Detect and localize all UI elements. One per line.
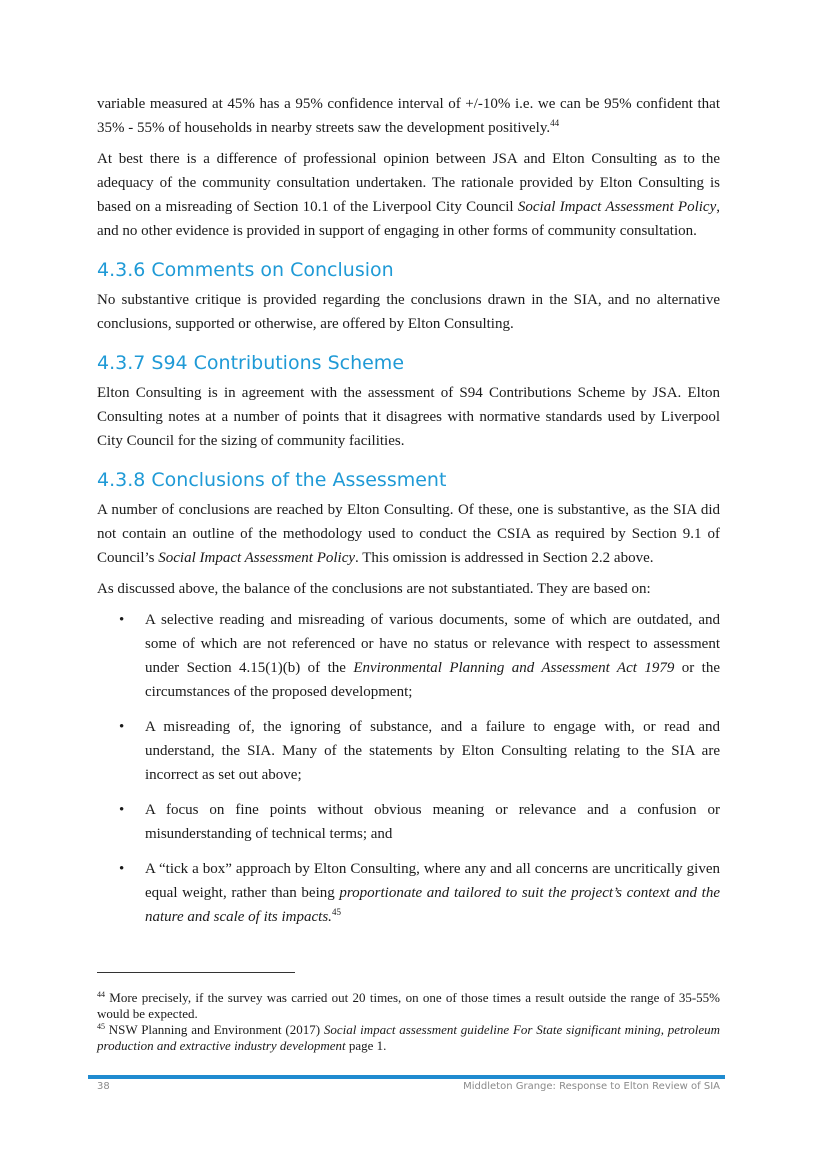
paragraph-text: variable measured at 45% has a 95% confidence interval of +/-10% i.e. we can be 95% confident that 35% - 55% of households in nearby streets saw the development positively.	[97, 96, 720, 136]
policy-title: Social Impact Assessment Policy	[517, 199, 717, 215]
paragraph-confidence-interval	[97, 92, 720, 140]
list-item-text: A selective reading and misreading of various documents, some of which are outdated, and some of which are not referenced or have no status or relevance with respect to assessment under Section 4.15(1)(b) of the	[145, 612, 720, 676]
policy-title: Social Impact Assessment Policy	[158, 550, 356, 566]
footer-title: Middleton Grange: Response to Elton Review of SIA	[463, 1081, 720, 1092]
page-number: 38	[97, 1081, 110, 1092]
paragraph-comments-on-conclusion: No substantive critique is provided regarding the conclusions drawn in the SIA, and no alternative conclusions, supported or otherwise, are offered by Elton Consulting.	[97, 292, 720, 332]
footnote-number: 45	[97, 1022, 105, 1031]
list-item	[97, 715, 720, 787]
bullet-icon: •	[119, 861, 125, 877]
quoted-guideline-text: proportionate and tailored to suit the project’s context and the nature and scale of its impacts.	[145, 885, 720, 925]
footnote-separator	[97, 972, 295, 973]
bullet-icon: •	[119, 719, 125, 735]
paragraph-consultation-opinion	[97, 147, 720, 243]
guideline-title: Social impact assessment guideline For State significant mining, petroleum production and extractive industry development	[97, 1022, 721, 1053]
heading-4-3-8: 4.3.8 Conclusions of the Assessment	[97, 469, 447, 491]
conclusions-bullet-list	[97, 608, 720, 929]
footnote-text: page 1.	[345, 1038, 387, 1053]
footnote-ref-44[interactable]: 44	[550, 118, 560, 128]
heading-4-3-7: 4.3.7 S94 Contributions Scheme	[97, 352, 405, 374]
paragraph-text: At best there is a difference of professional opinion between JSA and Elton Consulting as to the adequacy of the community consultation undertaken. The rationale provided by Elton Consulting is based on a misreading of Section 10.1 of the Liverpool City Council	[97, 151, 720, 215]
heading-4-3-6: 4.3.6 Comments on Conclusion	[97, 259, 394, 281]
list-item-text: A misreading of, the ignoring of substance, and a failure to engage with, or read and understand, the SIA. Many of the statements by Elton Consulting relating to the SIA are incorrect as set out above;	[145, 719, 720, 783]
footer-rule	[88, 1075, 725, 1079]
footnote-ref-45[interactable]: 45	[331, 907, 341, 917]
footnote-text: More precisely, if the survey was carried out 20 times, on one of those times a result outside the range of 35-55% would be expected.	[97, 990, 720, 1021]
page-body	[97, 92, 720, 940]
paragraph-s94-contributions: Elton Consulting is in agreement with the assessment of S94 Contributions Scheme by JSA. Elton Consulting notes at a number of points that it disagrees with normative standards used by Liverpool City Council for the sizing of community facilities.	[97, 385, 720, 449]
footnotes	[97, 990, 720, 1054]
list-item-text: A focus on fine points without obvious meaning or relevance and a confusion or misunderstanding of technical terms; and	[145, 802, 720, 842]
footnote-number: 44	[97, 990, 105, 999]
list-item	[97, 608, 720, 704]
bullet-icon: •	[119, 802, 125, 818]
paragraph-balance-of-conclusions: As discussed above, the balance of the conclusions are not substantiated. They are based on:	[97, 581, 651, 597]
footnote-text: NSW Planning and Environment (2017)	[105, 1022, 324, 1037]
list-item	[97, 857, 720, 929]
act-title: Environmental Planning and Assessment Act 1979	[353, 660, 675, 676]
footnote-44	[97, 990, 720, 1022]
paragraph-text: A number of conclusions are reached by Elton Consulting. Of these, one is substantive, as the SIA did not contain an outline of the methodology used to conduct the CSIA as required by Section 9.1 of Council’s	[97, 502, 720, 566]
paragraph-conclusions-reached	[97, 498, 720, 570]
list-item	[97, 798, 720, 846]
list-item-text: A “tick a box” approach by Elton Consulting, where any and all concerns are uncritically given equal weight, rather than being	[145, 861, 720, 901]
paragraph-text: . This omission is addressed in Section 2.2 above.	[355, 550, 654, 566]
bullet-icon: •	[119, 612, 125, 628]
footnote-45	[97, 1022, 720, 1054]
list-item-text: or the circumstances of the proposed development;	[145, 660, 720, 700]
paragraph-text: , and no other evidence is provided in support of engaging in other forms of community consultation.	[97, 199, 720, 239]
